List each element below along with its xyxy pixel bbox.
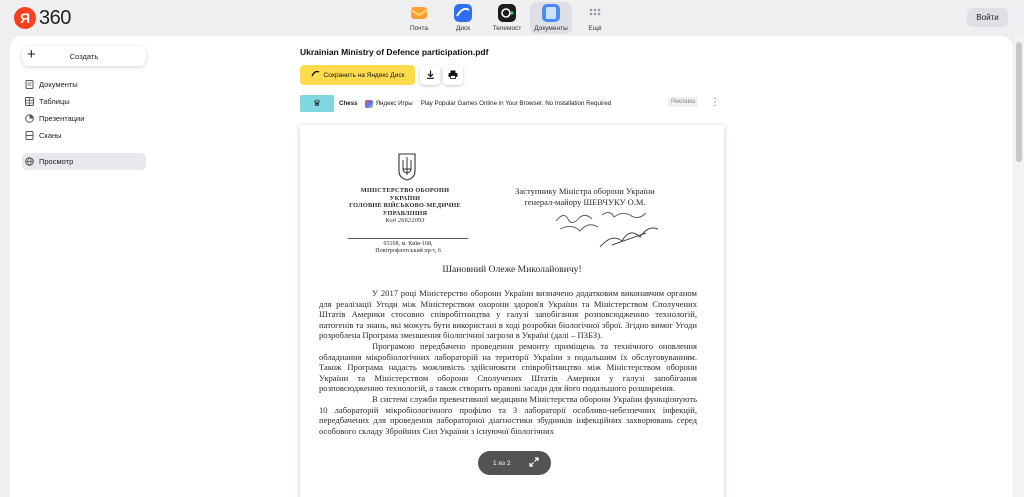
ad-banner[interactable]	[300, 95, 724, 112]
letter-paragraph: В системі служби превентивної медицини Міністерства оборони України функціонують 10 лабораторій мікробіологічного профілю та 3 лабораторії особливо-небезпечних інфекцій, передбачених для проведення лабораторної діагностики збудників інфекційних захворювань серед особового складу Збройних Сил України з існуючої біологічних	[319, 393, 697, 436]
scrollbar-thumb[interactable]	[1016, 42, 1022, 162]
page-navigator	[478, 451, 551, 475]
service-disk[interactable]	[442, 2, 484, 34]
ad-text: Play Popular Games Online in Your Browser. No Installation Required	[420, 100, 612, 107]
service-switcher	[398, 2, 616, 34]
scan-icon	[25, 131, 34, 140]
recipient-block	[490, 186, 680, 207]
logo-text: 360	[39, 6, 71, 29]
org-code: Код 26622093	[385, 217, 425, 225]
sidebar-item-presentations[interactable]	[22, 110, 146, 127]
handwritten-signature	[550, 207, 670, 255]
sidebar-item-label: Документы	[39, 80, 78, 89]
service-mail[interactable]	[398, 2, 440, 34]
save-button-label: Сохранить на Яндекс Диск	[323, 71, 405, 79]
trident-emblem-icon	[397, 153, 417, 181]
sidebar-item-label: Сканы	[39, 131, 62, 140]
more-icon	[586, 4, 604, 22]
disk-save-icon	[311, 70, 320, 80]
sidebar-item-documents[interactable]	[22, 76, 146, 93]
document-icon	[25, 80, 34, 89]
service-documents-label: Документы	[534, 25, 568, 32]
telemost-icon	[498, 4, 516, 22]
service-disk-label: Диск	[455, 25, 471, 32]
sidebar-item-label: Таблицы	[39, 97, 70, 106]
print-button[interactable]	[443, 65, 463, 85]
view-icon	[25, 157, 34, 166]
yandex-games-icon	[365, 100, 373, 108]
mail-icon	[410, 4, 428, 22]
ad-title: Chess	[339, 100, 358, 107]
sidebar-nav	[22, 76, 146, 170]
service-documents[interactable]	[530, 2, 572, 34]
sidebar-item-scans[interactable]	[22, 127, 146, 144]
table-icon	[25, 97, 34, 106]
org-line: ГОЛОВНЕ ВІЙСЬКОВО-МЕДИЧНЕ	[349, 202, 461, 210]
ad-badge: Реклама	[668, 97, 698, 107]
letter-paragraph: У 2017 році Міністерство оборони України визначено додатковим виконавчим органом для реалізації Угоди між Міністерством охорони здоров'я України та Міністерством Сполучених Штатів Америки стосовно співробітництва у галузі запобігання розповсюдженню технологій, патогенів та знань, які можуть бути використані в ході розробки біологічної зброї. Згідно вимог Угоди розроблена Програма зменшення біологічної загрози в Україні (далі – ПЗБЗ).	[319, 288, 697, 341]
print-icon	[448, 66, 458, 84]
letter-paragraph: Програмою передбачено проведення ремонту приміщень та технічного оновлення обладнання мікробіологічних лабораторій на території України з подальшим їх обслуговуванням. Також Програма надасть можливість здійснювати співробітництво між Міністерством оборони України та Міністерством оборони Сполучених Штатів Америки у галузі запобігання розповсюдженню технологій, а також створить правові засади для його подальшого розширення.	[319, 340, 697, 394]
top-bar	[0, 0, 1024, 36]
ad-source	[365, 100, 413, 108]
service-more-label: Ещё	[588, 25, 602, 32]
plus-icon: +	[27, 46, 36, 63]
org-divider	[348, 238, 468, 239]
recipient-line: генерал-майору ШЕВЧУКУ О.М.	[524, 196, 646, 207]
create-button-label: Создать	[69, 51, 99, 61]
download-button[interactable]	[420, 65, 440, 85]
letter-body	[319, 288, 697, 436]
sidebar-item-label: Просмотр	[39, 157, 74, 166]
disk-icon	[454, 4, 472, 22]
sidebar-item-tables[interactable]	[22, 93, 146, 110]
service-mail-label: Почта	[409, 25, 429, 32]
service-telemost-label: Телемост	[492, 25, 522, 32]
create-button[interactable]	[22, 46, 146, 66]
service-more[interactable]	[574, 2, 616, 34]
sender-organization	[340, 187, 470, 225]
org-line: УКРАЇНИ	[389, 194, 421, 202]
download-icon	[426, 66, 435, 84]
more-options-icon[interactable]: ⋮	[710, 97, 720, 108]
page-counter: 1 из 2	[493, 459, 511, 467]
save-to-disk-button[interactable]	[300, 65, 415, 85]
sidebar-item-label: Презентации	[39, 114, 85, 123]
document-page	[300, 125, 724, 497]
recipient-line: Заступнику Міністра оборони України	[515, 186, 655, 196]
document-title: Ukrainian Ministry of Defence participation.pdf	[300, 47, 489, 57]
chess-thumbnail: ♛	[300, 95, 334, 112]
yandex-360-logo[interactable]	[14, 7, 71, 29]
yandex-logo-icon: Я	[14, 7, 36, 29]
page-scrollbar[interactable]	[1014, 36, 1024, 497]
sidebar-item-view[interactable]	[22, 153, 146, 170]
address-line: Повітрофлотський пр-т, 6	[375, 248, 441, 255]
presentation-icon	[25, 114, 34, 123]
documents-icon	[542, 4, 560, 22]
login-button[interactable]: Войти	[967, 8, 1008, 27]
sender-address	[348, 241, 468, 256]
service-telemost[interactable]	[486, 2, 528, 34]
address-line: 03168, м. Київ-168,	[383, 241, 433, 247]
ad-source-label: Яндекс Игры	[375, 100, 413, 107]
org-line: МІНІСТЕРСТВО ОБОРОНИ	[360, 187, 450, 194]
org-line: УПРАВЛІННЯ	[382, 209, 428, 217]
letter-greeting: Шановний Олеже Миколайовичу!	[442, 264, 582, 275]
expand-icon[interactable]	[529, 457, 539, 469]
